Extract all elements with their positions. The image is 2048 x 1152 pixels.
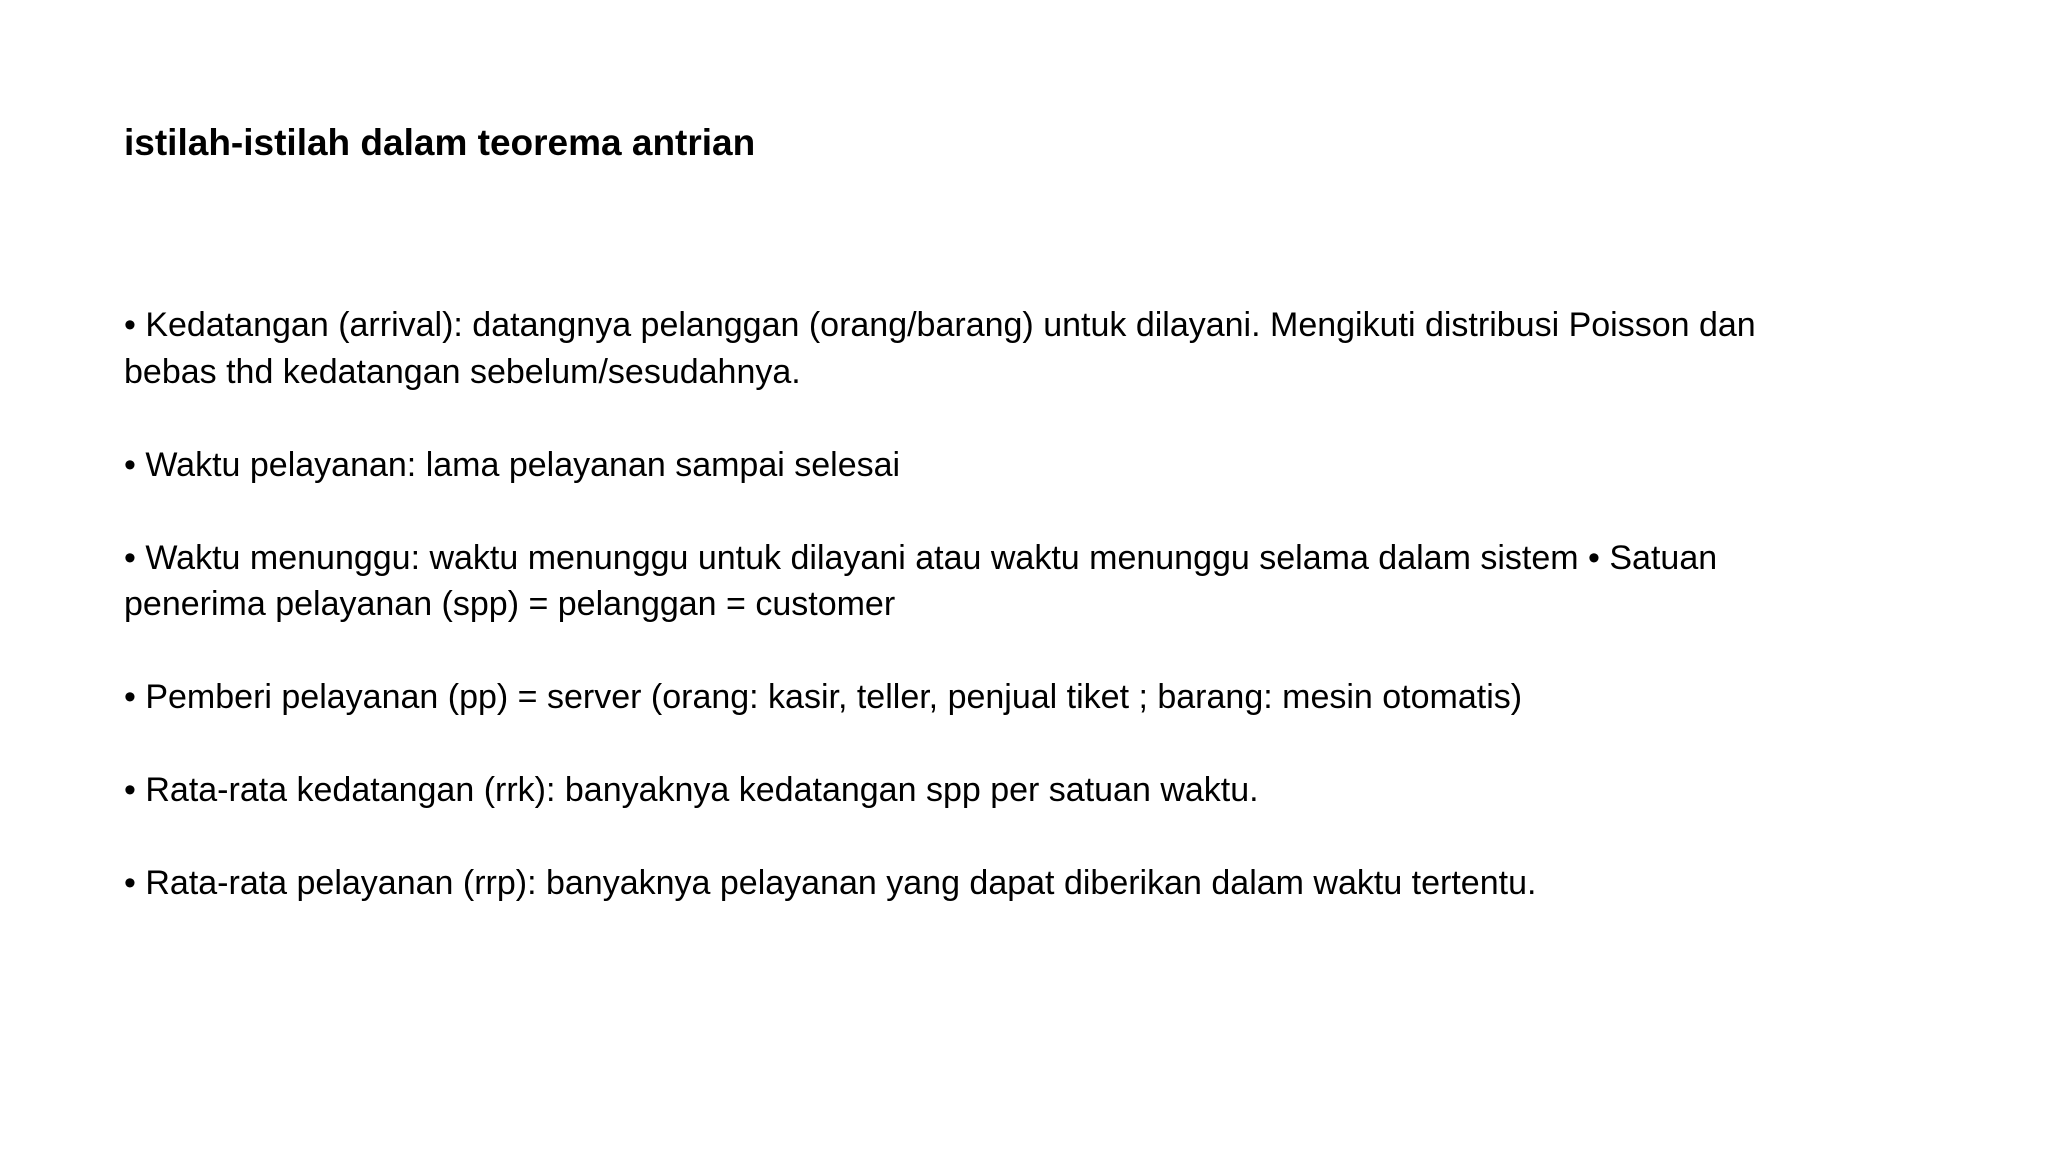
bullet-server [124,674,1904,721]
bullet-line: • Rata-rata pelayanan (rrp): banyaknya pelayanan yang dapat diberikan dalam waktu tertentu. [124,864,1537,902]
bullet-line: bebas thd kedatangan sebelum/sesudahnya. [124,352,801,391]
bullet-line: penerima pelayanan (spp) = pelanggan = customer [124,585,896,623]
slide-title: istilah-istilah dalam teorema antrian [124,122,756,163]
bullet-line: • Pemberi pelayanan (pp) = server (orang: kasir, teller, penjual tiket ; barang: mesin otomatis) [124,678,1523,716]
bullet-waiting-time [124,535,1904,628]
bullet-line: • Waktu pelayanan: lama pelayanan sampai selesai [124,445,901,484]
bullet-arrival-rate [124,767,1904,814]
bullet-line: • Kedatangan (arrival): datangnya pelanggan (orang/barang) untuk dilayani. Mengikuti distribusi Poisson dan [124,306,1756,344]
bullet-line: • Rata-rata kedatangan (rrk): banyaknya kedatangan spp per satuan waktu. [124,771,1259,809]
bullet-service-time [124,442,1904,489]
bullet-list [124,302,1924,953]
bullet-service-rate [124,860,1904,907]
bullet-line: • Waktu menunggu: waktu menunggu untuk dilayani atau waktu menunggu selama dalam sistem • Satuan [124,538,1718,577]
bullet-arrival [124,302,1904,395]
